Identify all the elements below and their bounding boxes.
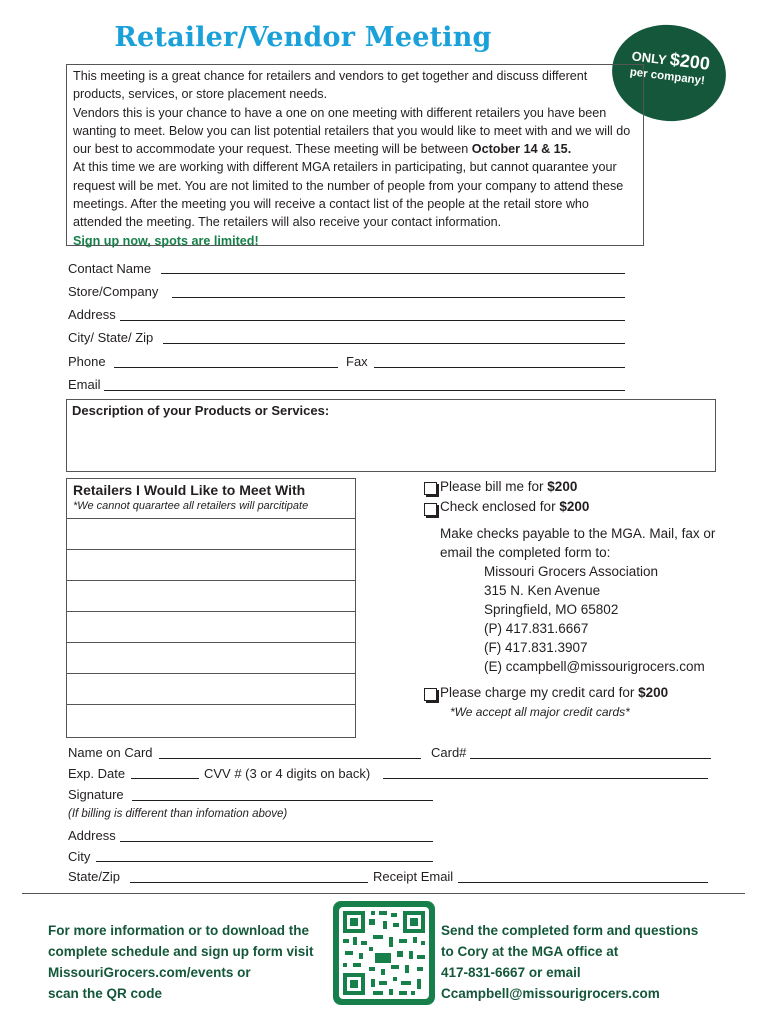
contact-section [68, 260, 628, 400]
retailer-row[interactable] [66, 550, 356, 581]
intro-paragraph: Vendors this is your chance to have a one on one meeting with different retailers you have been wanting to meet. Below you can list potential retailers that you would like to meet with and we will do our best to accommodate your request. These meeting will be between October 14 & 15. [73, 105, 631, 157]
retailer-row[interactable] [66, 612, 356, 643]
city-state-zip-label: City/ State/ Zip [68, 330, 154, 345]
retailer-row[interactable] [66, 643, 356, 674]
billing-city-field[interactable] [96, 861, 433, 862]
retailers-note: *We cannot quarartee all retailers will parcitipate [73, 500, 309, 512]
billing-address-field[interactable] [120, 841, 433, 842]
bill-me-checkbox[interactable] [424, 482, 437, 495]
bill-me-label: Please bill me for $200 [440, 479, 578, 494]
fax-label: Fax [346, 354, 368, 369]
card-note: *We accept all major credit cards* [450, 705, 630, 719]
contact-name-field[interactable] [161, 273, 625, 274]
intro-paragraph: At this time we are working with different MGA retailers in participating, but cannot quarantee your request will be met. You are not limited to the number of people from your company to attend these meetings. After the meeting you will receive a contact list of the people at the retail store who attended the meeting. The retailers will also receive your contact information. [73, 160, 624, 230]
card-number-field[interactable] [470, 758, 711, 759]
city-state-zip-field[interactable] [163, 343, 625, 344]
state-zip-label: State/Zip [68, 869, 121, 884]
footer-info: For more information or to download the complete schedule and sign up form visit MissouriGrocers.com/events or scan the QR code [48, 923, 314, 1001]
qr-code-icon [333, 901, 435, 1005]
cvv-field[interactable] [383, 778, 708, 779]
name-on-card-label: Name on Card [68, 745, 153, 760]
fax-field[interactable] [374, 367, 625, 368]
description-label: Description of your Products or Services: [72, 403, 330, 418]
retailer-row[interactable] [66, 581, 356, 612]
email-label: Email [68, 377, 101, 392]
footer-divider [22, 893, 745, 894]
phone-field[interactable] [114, 367, 338, 368]
mail-instructions: Make checks payable to the MGA. Mail, fax or email the completed form to: [440, 526, 716, 560]
description-box[interactable] [66, 399, 716, 472]
check-enclosed-checkbox[interactable] [424, 503, 437, 516]
credit-card-checkbox[interactable] [424, 688, 437, 701]
signature-label: Signature [68, 787, 124, 802]
check-enclosed-label: Check enclosed for $200 [440, 499, 590, 514]
contact-name-label: Contact Name [68, 261, 152, 276]
address-field[interactable] [120, 320, 625, 321]
card-number-label: Card# [431, 745, 467, 760]
store-company-field[interactable] [172, 297, 625, 298]
retailer-row[interactable] [66, 674, 356, 705]
store-company-label: Store/Company [68, 284, 159, 299]
state-zip-field[interactable] [130, 882, 368, 883]
billing-city-label: City [68, 849, 91, 864]
address-label: Address [68, 307, 116, 322]
page-title: Retailer/Vendor Meeting [114, 22, 492, 53]
signup-note: Sign up now, spots are limited! [73, 233, 259, 248]
price-badge: ONLY $200 per company! [607, 18, 732, 127]
retailer-row[interactable] [66, 519, 356, 550]
billing-note: (If billing is different than infomation above) [68, 808, 288, 820]
billing-address-label: Address [68, 828, 116, 843]
retailers-header [66, 478, 356, 519]
email-field[interactable] [104, 390, 625, 391]
signature-field[interactable] [132, 800, 433, 801]
intro-box [66, 64, 644, 246]
mailing-address: Missouri Grocers Association 315 N. Ken Avenue Springfield, MO 65802 (P) 417.831.6667 (F) 417.831.3907 (E) ccampbell@missourigrocers.com [484, 564, 705, 674]
qr-code[interactable] [333, 901, 435, 1005]
receipt-email-field[interactable] [458, 882, 708, 883]
cvv-label: CVV # (3 or 4 digits on back) [204, 766, 371, 781]
name-on-card-field[interactable] [159, 758, 421, 759]
credit-card-label: Please charge my credit card for $200 [440, 685, 669, 700]
receipt-email-label: Receipt Email [373, 869, 454, 884]
phone-label: Phone [68, 354, 106, 369]
exp-date-label: Exp. Date [68, 766, 126, 781]
retailers-heading: Retailers I Would Like to Meet With [73, 482, 306, 498]
footer-contact: Send the completed form and questions to Cory at the MGA office at 417-831-6667 or email Ccampbell@missourigrocers.com [441, 923, 699, 1001]
billing-section [68, 744, 718, 889]
retailer-row[interactable] [66, 705, 356, 738]
intro-paragraph: This meeting is a great chance for retailers and vendors to get together and discuss different products, services, or store placement needs. [73, 69, 588, 102]
exp-date-field[interactable] [131, 778, 199, 779]
